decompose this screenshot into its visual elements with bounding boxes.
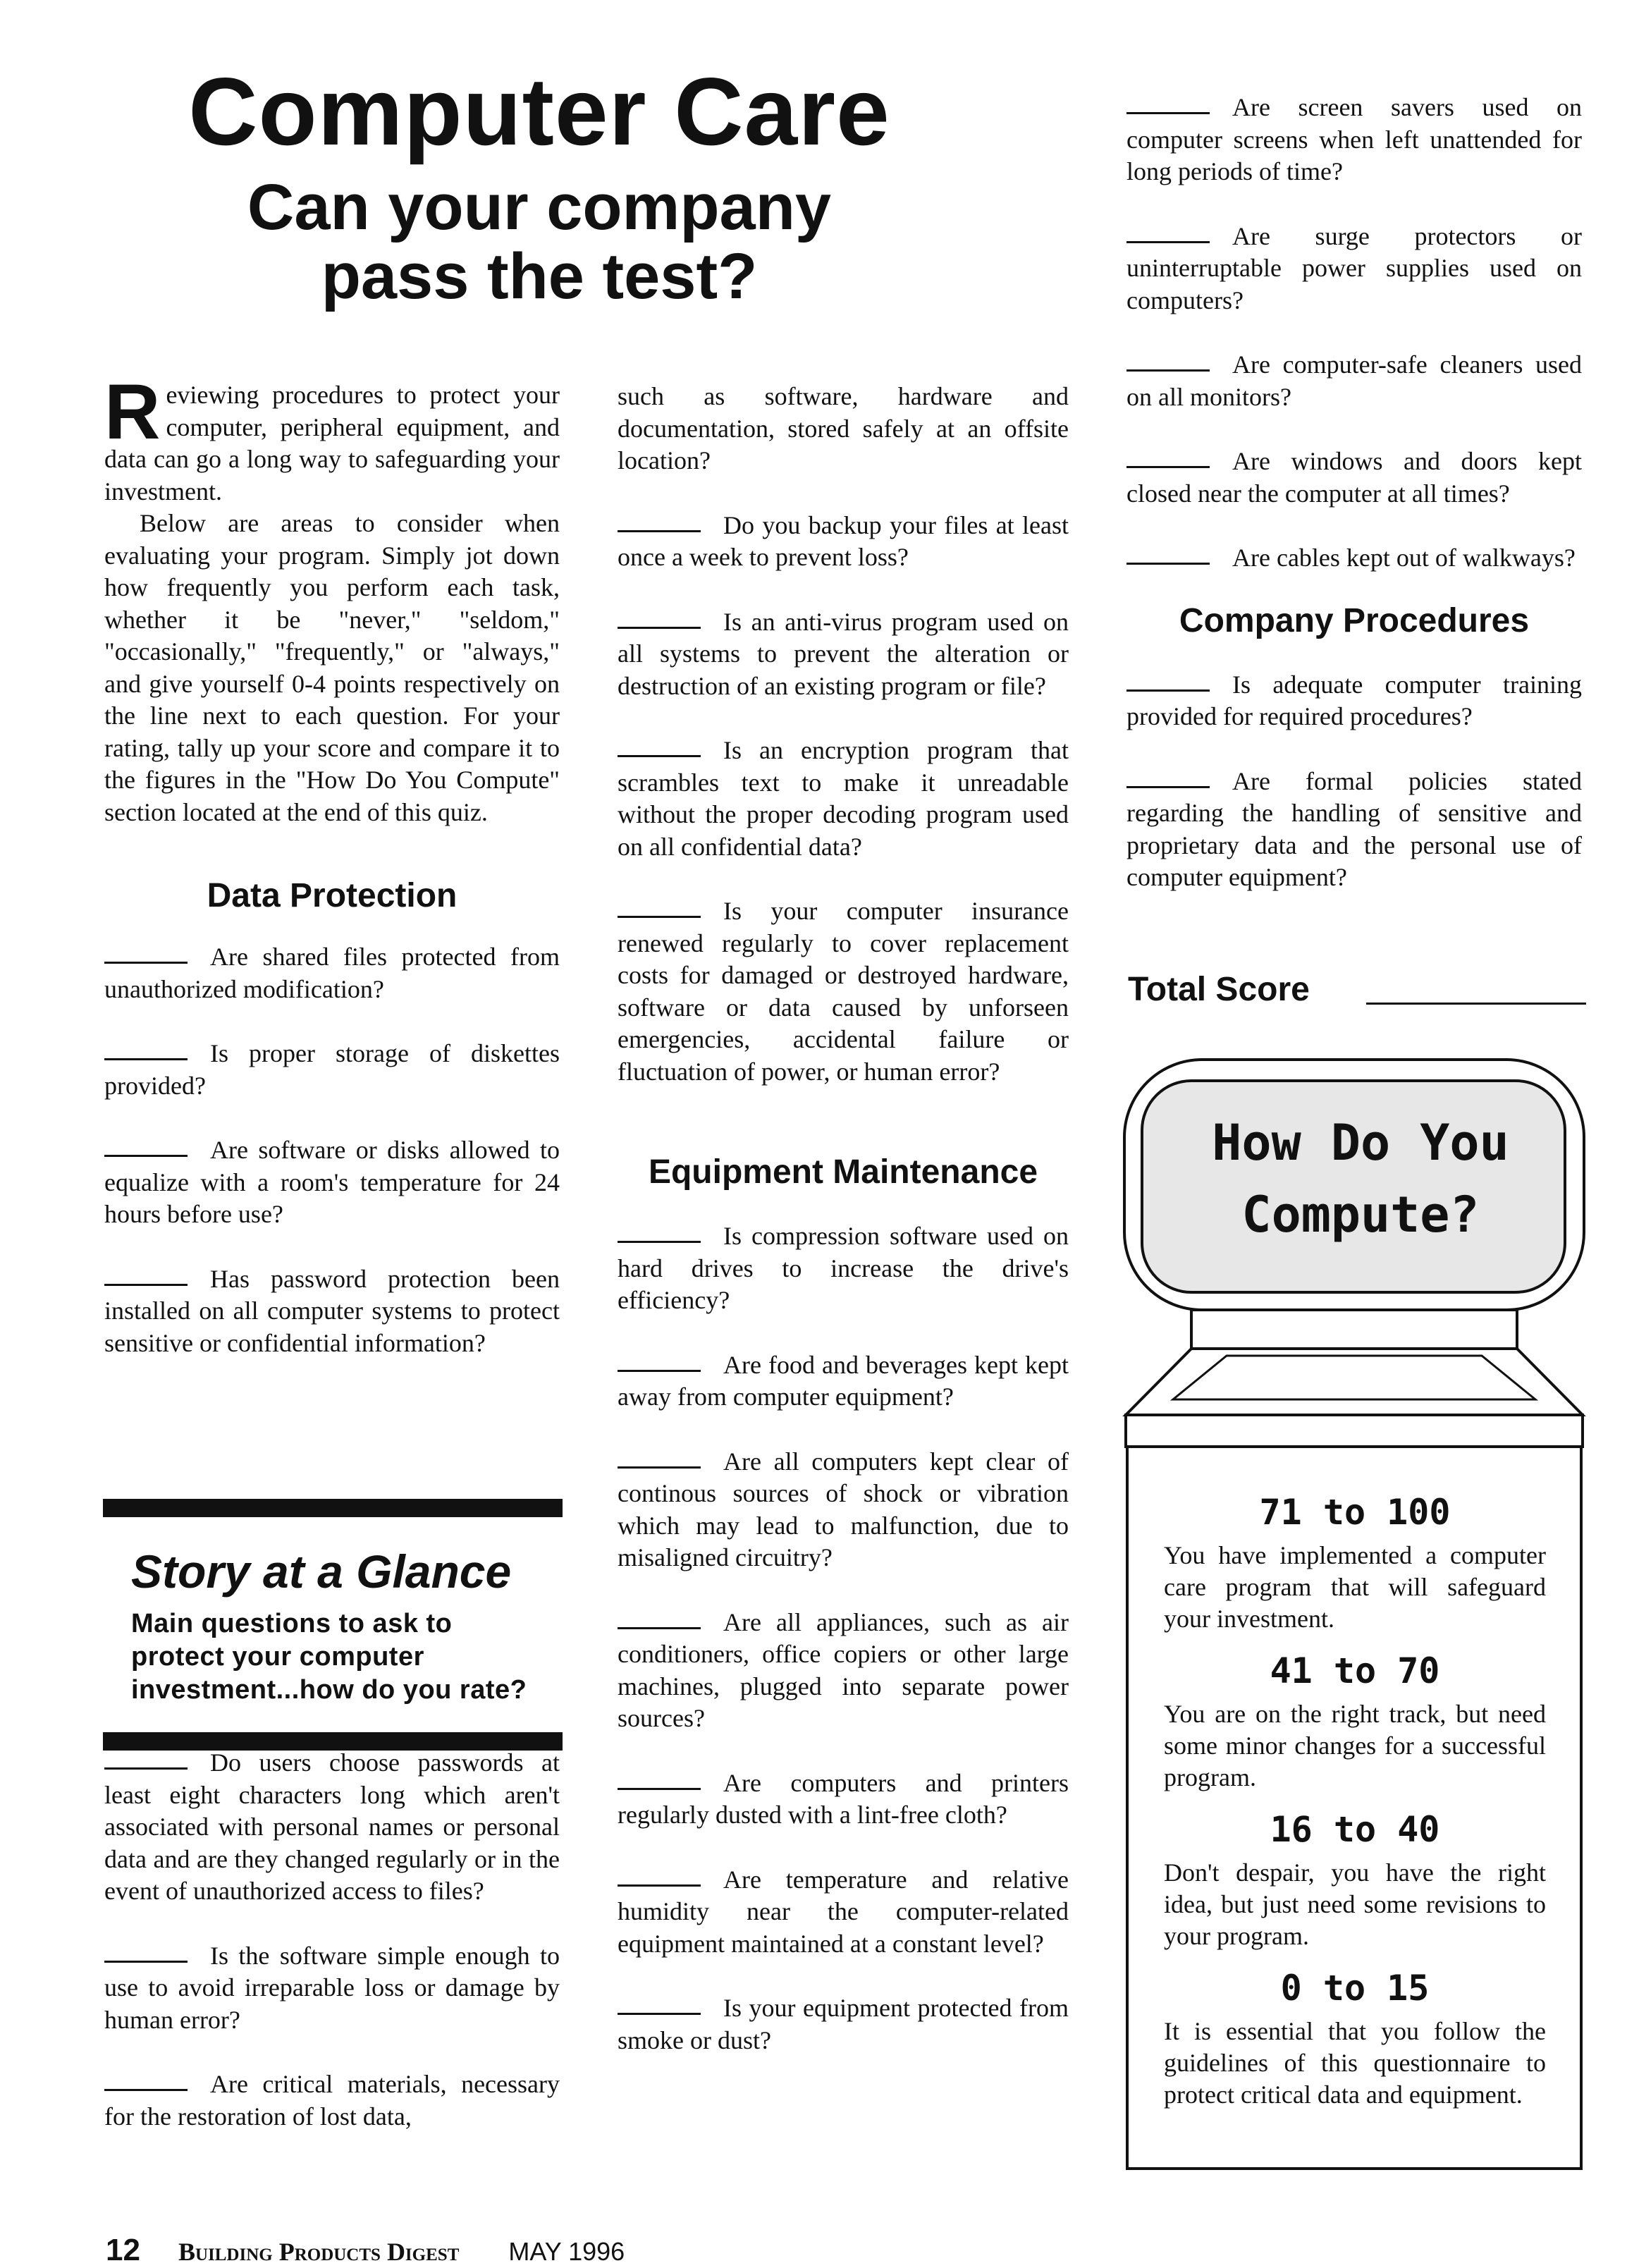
question-item: Are formal policies stated regarding the handling of sensitive and proprietary data and the personal use of computer equipment?: [1126, 766, 1582, 891]
question-item: Are cables kept out of walkways?: [1126, 542, 1582, 575]
question-item: Are computers and printers regularly dusted with a lint-free cloth?: [618, 1768, 1069, 1829]
question-item: Has password protection been installed on all computer systems to protect sensitive or confidential information?: [104, 1264, 560, 1357]
answer-blank[interactable]: [104, 1058, 188, 1060]
compute-heading: [1156, 1107, 1565, 1251]
answer-blank[interactable]: [1126, 563, 1210, 565]
score-item: [1164, 1650, 1546, 1794]
answer-blank[interactable]: [1126, 241, 1210, 243]
score-description: It is essential that you follow the guidelines of this questionnaire to protect critical data and equipment.: [1164, 2017, 1546, 2109]
monitor-neck: [1191, 1310, 1517, 1349]
column-1: [104, 369, 560, 1359]
company-procedures-heading: Company Procedures: [1179, 601, 1530, 639]
drop-cap: R: [104, 369, 161, 455]
answer-blank[interactable]: [1126, 112, 1210, 114]
publication-name: Building Products Digest: [178, 2238, 460, 2266]
score-description: Don't despair, you have the right idea, but just need some revisions to your program.: [1164, 1858, 1546, 1950]
answer-blank[interactable]: [104, 1961, 188, 1963]
question-item: Is adequate computer training provided for required procedures?: [1126, 670, 1582, 730]
question-item: Are windows and doors kept closed near the computer at all times?: [1126, 447, 1582, 508]
answer-blank[interactable]: [1126, 369, 1210, 372]
question-item: Are software or disks allowed to equalize with a room's temperature for 24 hours before use?: [104, 1136, 560, 1228]
answer-blank[interactable]: [1126, 689, 1210, 692]
score-range: 0 to 15: [1280, 1968, 1430, 2009]
answer-blank[interactable]: [104, 1155, 188, 1157]
question-item: Do users choose passwords at least eight characters long which aren't associated with personal names or personal data and are they changed regularly or in the event of unauthorized access to files?: [104, 1748, 560, 1905]
question-item: Are shared files protected from unauthorized modification?: [104, 943, 560, 1003]
question-item: Is an encryption program that scrambles text to make it unreadable without the proper decoding program used on all confidential data?: [618, 736, 1069, 861]
question-item: Are surge protectors or uninterruptable power supplies used on computers?: [1126, 221, 1582, 314]
score-range: 16 to 40: [1270, 1809, 1440, 1850]
score-range: 71 to 100: [1259, 1492, 1451, 1533]
question-continuation: such as software, hardware and documentation, stored safely at an offsite location?: [618, 382, 1069, 474]
score-range: 41 to 70: [1270, 1650, 1440, 1691]
question-item: Are screen savers used on computer screens when left unattended for long periods of time?: [1126, 93, 1582, 185]
keyboard-base: [1126, 1415, 1583, 1447]
page-number: 12: [106, 2233, 140, 2267]
answer-blank[interactable]: [104, 1284, 188, 1286]
score-item: [1164, 1809, 1546, 1952]
answer-blank[interactable]: [618, 1466, 701, 1469]
score-item: [1164, 1970, 1546, 2111]
question-item: Are food and beverages kept kept away from computer equipment?: [618, 1350, 1069, 1411]
answer-blank[interactable]: [104, 1767, 188, 1770]
answer-blank[interactable]: [618, 1370, 701, 1372]
compute-line-1: How Do You: [1212, 1114, 1509, 1172]
article-subtitle: [176, 173, 902, 311]
answer-blank[interactable]: [104, 2089, 188, 2091]
question-item: Is your equipment protected from smoke or dust?: [618, 1994, 1069, 2054]
story-at-a-glance: [103, 1499, 563, 1751]
question-item: Is compression software used on hard drives to increase the drive's efficiency?: [618, 1222, 1069, 1314]
answer-blank[interactable]: [618, 627, 701, 629]
answer-blank[interactable]: [618, 2013, 701, 2015]
score-box: [1126, 1447, 1583, 2170]
question-item: Do you backup your files at least once a week to prevent loss?: [618, 510, 1069, 571]
answer-blank[interactable]: [618, 1884, 701, 1887]
equipment-maintenance-heading: Equipment Maintenance: [648, 1153, 1038, 1191]
column-3: [1126, 92, 1582, 894]
answer-blank[interactable]: [618, 530, 701, 532]
glance-text: Main questions to ask to protect your computer investment...how do you rate?: [131, 1609, 527, 1705]
question-item: Is the software simple enough to use to avoid irreparable loss or damage by human error?: [104, 1941, 560, 2034]
keyboard-inner: [1173, 1356, 1535, 1399]
glance-top-bar: [103, 1499, 563, 1517]
answer-blank[interactable]: [104, 962, 188, 964]
issue-date: MAY 1996: [508, 2237, 625, 2266]
article-title: Computer Care: [188, 58, 890, 165]
answer-blank[interactable]: [618, 755, 701, 757]
answer-blank[interactable]: [618, 1788, 701, 1790]
intro-paragraph-2: Below are areas to consider when evaluating your program. Simply jot down how frequently you perform each task, whether it be "never," "seldom," "occasionally," "frequently," or "always," and give yourself 0-4 points respectively on the line next to each question. For your rating, tally up your score and compare it to the figures in the "How Do You Compute" section located at the end of this quiz.: [104, 509, 560, 826]
column-2: [618, 381, 1069, 2056]
question-item: Are all computers kept clear of continous sources of shock or vibration which may lead to malfunction, due to misaligned circuitry?: [618, 1447, 1069, 1571]
question-item: Is proper storage of diskettes provided?: [104, 1039, 560, 1100]
answer-blank[interactable]: [618, 916, 701, 918]
compute-line-2: Compute?: [1241, 1186, 1480, 1244]
score-description: You have implemented a computer care program that will safeguard your investment.: [1164, 1541, 1546, 1633]
total-score-row: [1128, 973, 1586, 1015]
glance-title: Story at a Glance: [131, 1545, 512, 1598]
subtitle-line-1: Can your company: [247, 171, 832, 243]
question-item: Are computer-safe cleaners used on all monitors?: [1126, 350, 1582, 411]
column-1-continued: [104, 1747, 560, 2133]
score-item: [1164, 1492, 1546, 1635]
question-item: Are critical materials, necessary for the restoration of lost data,: [104, 2070, 560, 2131]
total-score-label: Total Score: [1128, 971, 1310, 1008]
question-item: Is your computer insurance renewed regularly to cover replacement costs for damaged or destroyed hardware, software or data caused by unforseen emergencies, accidental failure or fluctuation of power, or human error?: [618, 897, 1069, 1086]
total-score-blank[interactable]: [1366, 1003, 1586, 1005]
answer-blank[interactable]: [618, 1241, 701, 1243]
subtitle-line-2: pass the test?: [321, 240, 758, 312]
answer-blank[interactable]: [1126, 786, 1210, 788]
intro-paragraph-1: Reviewing procedures to protect your computer, peripheral equipment, and data can go a long way to safeguarding your investment.: [104, 369, 560, 505]
score-description: You are on the right track, but need some minor changes for a successful program.: [1164, 1700, 1546, 1791]
data-protection-heading: Data Protection: [207, 877, 458, 914]
answer-blank[interactable]: [1126, 466, 1210, 468]
answer-blank[interactable]: [618, 1627, 701, 1629]
question-item: Are all appliances, such as air conditioners, office copiers or other large machines, plugged into separate power sources?: [618, 1607, 1069, 1732]
question-item: Is an anti-virus program used on all systems to prevent the alteration or destruction of an existing program or file?: [618, 607, 1069, 700]
question-item: Are temperature and relative humidity near the computer-related equipment maintained at a constant level?: [618, 1865, 1069, 1958]
